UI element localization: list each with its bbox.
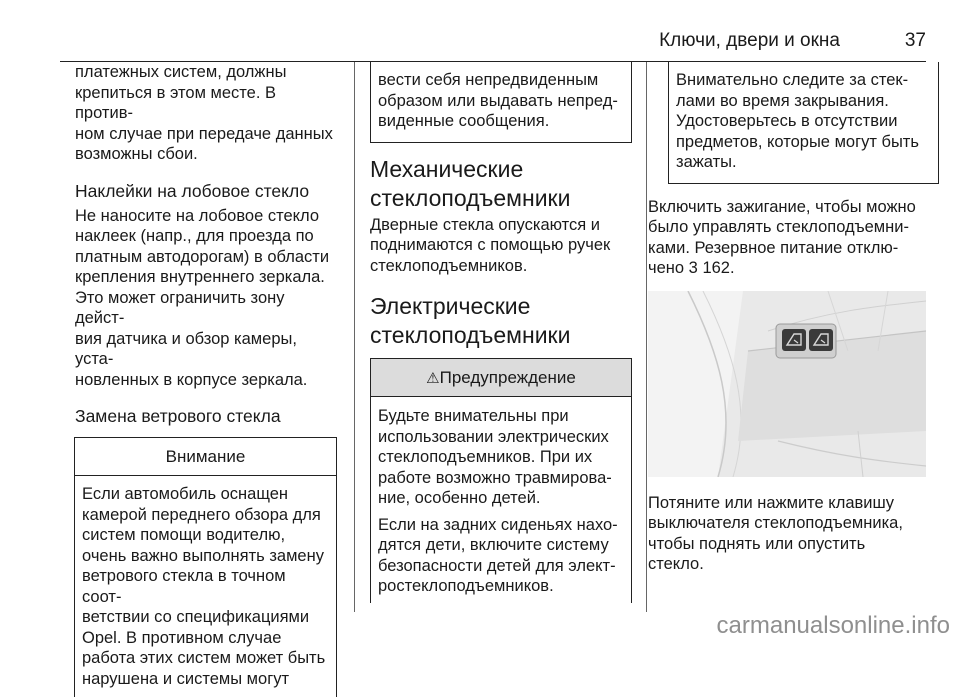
column-3 [648, 62, 930, 575]
warning-body [371, 397, 631, 603]
intro-paragraph: платежных систем, должны крепиться в этом месте. В против- ном случае при передаче данных возможны сбои. [75, 63, 333, 163]
sticker-paragraph: Не наносите на лобовое стекло наклеек (напр., для проезда по платным автодорогам) в области крепления внутреннего зеркала. Это может ограничить зону дейст- вия датчика и обзор камеры, уста- новленных в корпусе зеркала. [75, 206, 330, 389]
warning-paragraph-2: Если на задних сиденьях нахо- дятся дети, включите систему безопасности детей для элект- ростеклоподъемников. [378, 515, 618, 595]
caution-body: Если автомобиль оснащен камерой переднего обзора для систем помощи водителю, очень важно выполнять замену ветрового стекла в точном соот- ветствии со спецификациями Opel. В противном случае работа этих систем может быть нарушена и системы могут [82, 485, 326, 688]
window-switch-photo [648, 291, 926, 477]
warning-header [371, 358, 631, 397]
column-2 [370, 62, 632, 603]
column-divider-1 [354, 62, 355, 612]
column-divider-2 [646, 62, 647, 612]
switch-paragraph: Потяните или нажмите клавишу выключателя стеклоподъемника, чтобы поднять или опустить стекло. [648, 493, 903, 573]
caution-title: Внимание [75, 437, 336, 476]
column-1 [75, 62, 337, 697]
heading-windshield-stickers: Наклейки на лобовое стекло [75, 180, 310, 201]
watermark: carmanualsonline.info [716, 612, 950, 639]
manual-windows-paragraph: Дверные стекла опускаются и поднимаются с помощью ручек стеклоподъемников. [370, 215, 611, 275]
warning-title: Предупреждение [439, 368, 576, 387]
ignition-paragraph: Включить зажигание, чтобы можно было управлять стеклоподъемни- ками. Резервное питание отклю- чено 3 162. [648, 197, 916, 277]
window-switch-illustration [648, 291, 926, 477]
warning-icon: ⚠ [426, 370, 440, 387]
page-header [60, 12, 926, 52]
heading-electric-windows: Электрические стеклоподъемники [370, 293, 571, 348]
caution-box [74, 437, 337, 697]
warning-continued-box: Внимательно следите за стек- лами во время закрывания. Удостоверьтесь в отсутствии предметов, которые могут быть зажаты. [668, 62, 939, 184]
page-number: 37 [904, 30, 926, 51]
heading-manual-windows: Механические стеклоподъемники [370, 155, 571, 211]
page-title: Ключи, двери и окна [659, 30, 840, 51]
warning-box [370, 358, 632, 603]
page-reference-icon: 3 [688, 259, 698, 277]
heading-windshield-replacement: Замена ветрового стекла [75, 406, 281, 426]
caution-continued-box: вести себя непредвиденным образом или выдавать непред- виденные сообщения. [370, 62, 632, 143]
warning-paragraph-1: Будьте внимательны при использовании электрических стеклоподъемников. При их работе возможно травмирова- ние, особенно детей. [378, 407, 612, 507]
page-reference[interactable]: 162. [702, 259, 735, 277]
